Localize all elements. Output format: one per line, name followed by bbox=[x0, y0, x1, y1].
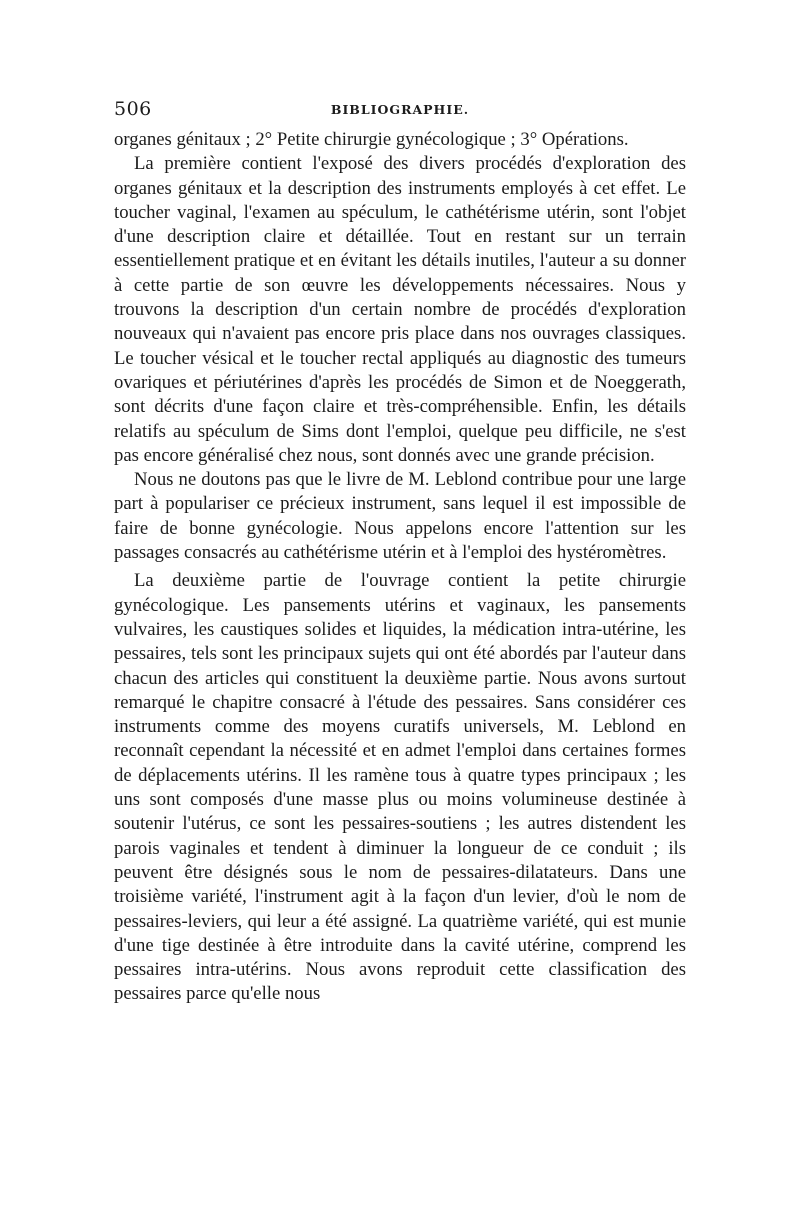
paragraph-first-part: La première contient l'exposé des divers procédés d'exploration des organes génitaux et la description des instruments employés à cet effet. Le toucher vaginal, l'examen au spéculum, le cathétérisme utérin, sont l'objet d'une description claire et détaillée. Tout en restant sur un terrain essentiellement pratique et en évitant les détails inutiles, l'auteur a su donner à cette partie de son œuvre les développements nécessaires. Nous y trouvons la description d'un certain nombre de procédés d'exploration nouveaux qui n'avaient pas encore pris place dans nos ouvrages classiques. Le toucher vésical et le toucher rectal appliqués au diagnostic des tumeurs ovariques et périutérines d'après les procédés de Simon et de Noeggerath, sont décrits d'une façon claire et très-compréhensible. Enfin, les détails relatifs au spéculum de Sims dont l'emploi, quelque peu difficile, ne s'est pas encore généralisé chez nous, sont donnés avec une grande précision. bbox=[114, 153, 686, 466]
page-header bbox=[114, 98, 686, 122]
running-title: BIBLIOGRAPHIE. bbox=[330, 102, 470, 117]
book-page bbox=[114, 98, 686, 1007]
paragraph-leblond-speculum: Nous ne doutons pas que le livre de M. Leblond contribue pour une large part à populariser ce précieux instrument, sans lequel il est impossible de faire de bonne gynécologie. Nous appelons encore l'attention sur les passages consacrés au cathétérisme utérin et à l'emploi des hystéromètres. bbox=[114, 469, 686, 564]
page-number: 506 bbox=[114, 98, 152, 120]
body-text bbox=[114, 128, 686, 1007]
paragraph-continuation: organes génitaux ; 2° Petite chirurgie gynécologique ; 3° Opérations. bbox=[114, 129, 629, 150]
paragraph-second-part: La deuxième partie de l'ouvrage contient la petite chirurgie gynécologique. Les pansements utérins et vaginaux, les pansements vulvaires, les caustiques solides et liquides, la médication intra-utérine, les pessaires, tels sont les principaux sujets qui ont été abordés par l'auteur dans chacun des articles qui constituent la deuxième partie. Nous avons surtout remarqué le chapitre consacré à l'étude des pessaires. Sans considérer ces instruments comme des moyens curatifs universels, M. Leblond en reconnaît cependant la nécessité et en admet l'emploi dans certaines formes de déplacements utérins. Il les ramène tous à quatre types principaux ; les uns sont composés d'une masse plus ou moins volumineuse destinée à soutenir l'utérus, ce sont les pessaires-soutiens ; les autres distendent les parois vaginales et tendent à diminuer la longueur de ce conduit ; ils peuvent être désignés sous le nom de pessaires-dilatateurs. Dans une troisième variété, l'instrument agit à la façon d'un levier, d'où le nom de pessaires-leviers, qui leur a été assigné. La quatrième variété, qui est munie d'une tige destinée à être introduite dans la cavité utérine, comprend les pessaires intra-utérins. Nous avons reproduit cette classification des pessaires parce qu'elle nous bbox=[114, 570, 686, 1005]
